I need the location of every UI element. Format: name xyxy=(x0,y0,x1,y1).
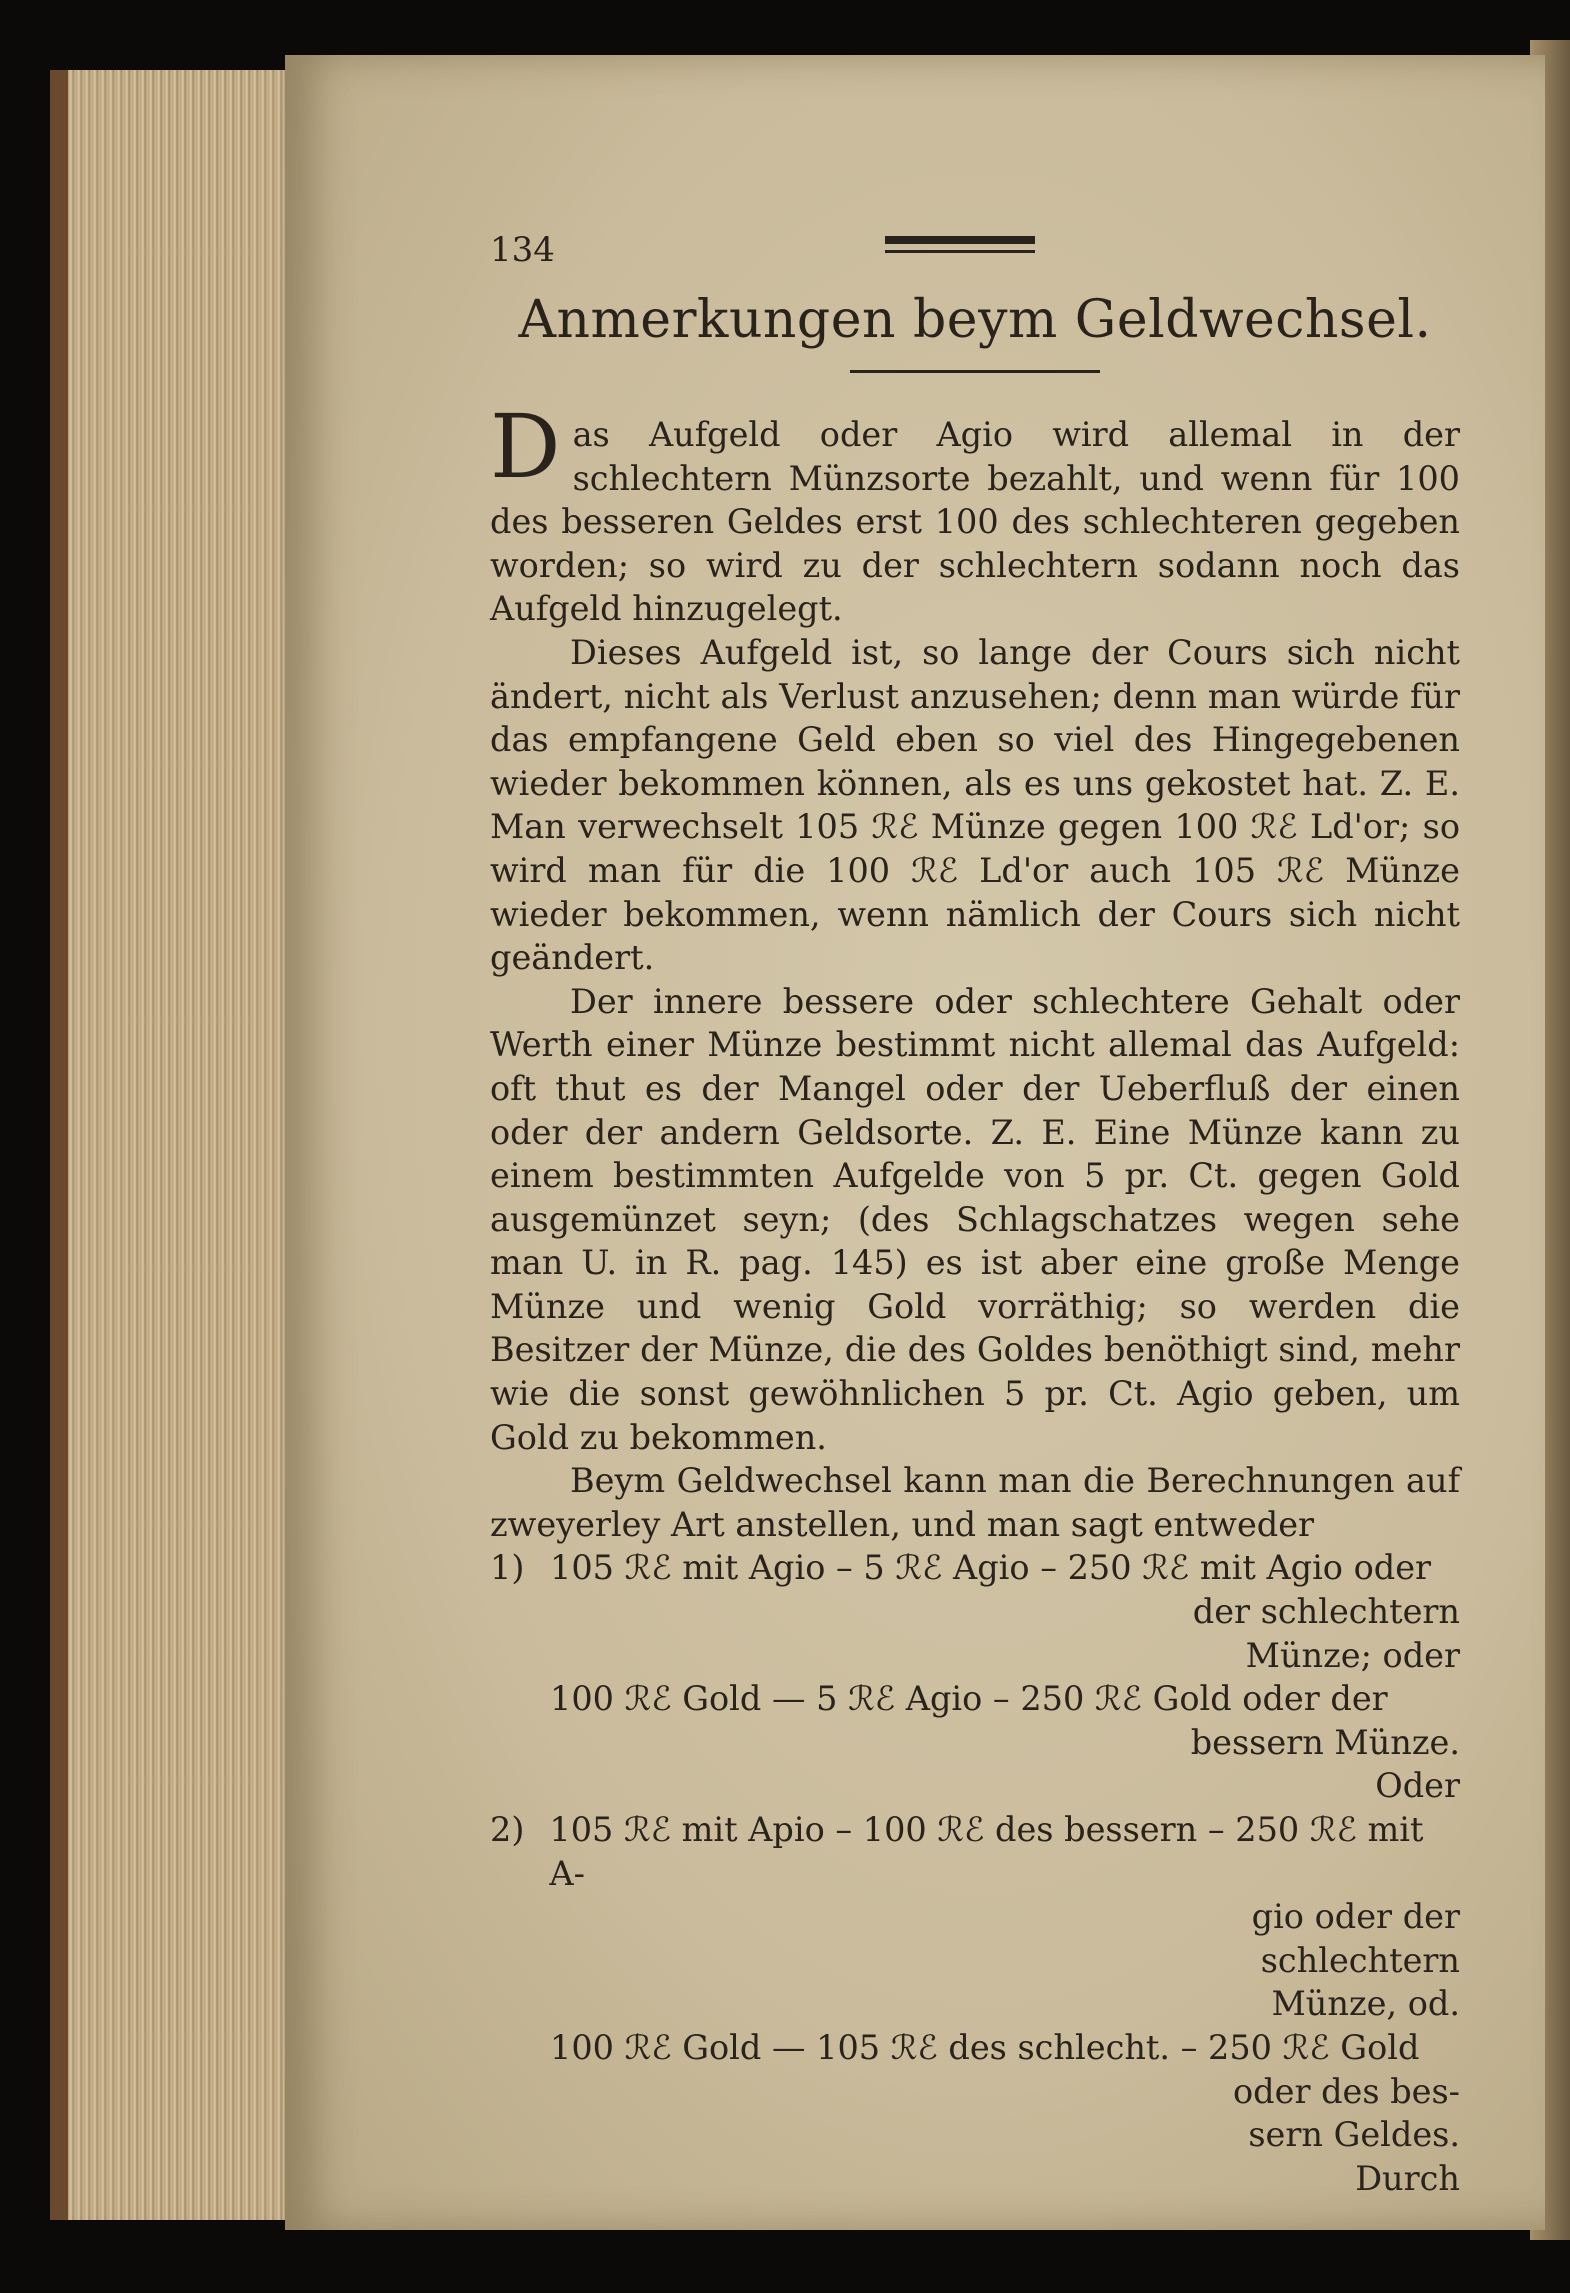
equation-number: 1) xyxy=(490,1548,525,1588)
page-header xyxy=(490,230,1460,280)
equation-2 xyxy=(490,1677,1460,1808)
equation-cont: oder des bes- xyxy=(1233,2071,1460,2111)
equation-line: 100 ℛℰ Gold — 5 ℛℰ Agio – 250 ℛℰ Gold oder der xyxy=(550,1679,1388,1719)
equation-number xyxy=(490,1677,550,1721)
equation-number xyxy=(490,2026,550,2070)
title-rule xyxy=(850,370,1100,373)
catchword: Durch xyxy=(1355,2158,1460,2198)
paragraph-4: Beym Geldwechsel kann man die Berechnungen auf zweyerley Art anstellen, und man sagt entweder xyxy=(490,1461,1460,1544)
paragraph-2: Dieses Aufgeld ist, so lange der Cours sich nicht ändert, nicht als Verlust anzusehen; denn man würde für das empfangene Geld eben so viel des Hingegebenen wieder bekommen können, als es uns gekostet hat. Z. E. Man verwechselt 105 ℛℰ Münze gegen 100 ℛℰ Ld'or; so wird man für die 100 ℛℰ Ld'or auch 105 ℛℰ Münze wieder bekommen, wenn nämlich der Cours sich nicht geändert. xyxy=(490,632,1460,978)
page-content xyxy=(490,230,1460,2198)
page-number: 134 xyxy=(490,230,555,270)
body-text xyxy=(490,395,1460,1546)
equation-line: 105 ℛℰ mit Apio – 100 ℛℰ des bessern – 250 ℛℰ mit A- xyxy=(549,1810,1424,1893)
equation-cont: Münze, od. xyxy=(1271,1984,1460,2024)
equation-cont: der schlechtern xyxy=(1192,1592,1460,1632)
equation-cont: Münze; oder xyxy=(1245,1635,1460,1675)
equation-line: 105 ℛℰ mit Agio – 5 ℛℰ Agio – 250 ℛℰ mit Agio oder xyxy=(550,1548,1432,1588)
drop-cap: D xyxy=(490,395,561,498)
equation-cont: gio oder der xyxy=(1251,1897,1460,1937)
equation-1 xyxy=(490,1546,1460,1677)
equation-4 xyxy=(490,2026,1460,2157)
equation-cont: Oder xyxy=(1375,1766,1460,1806)
equation-line: 100 ℛℰ Gold — 105 ℛℰ des schlecht. – 250 ℛℰ Gold xyxy=(550,2027,1420,2067)
equations xyxy=(490,1546,1460,2156)
equation-cont: schlechtern xyxy=(1260,1940,1460,1980)
equation-cont: sern Geldes. xyxy=(1248,2115,1460,2155)
equation-number: 2) xyxy=(490,1810,525,1849)
header-ornament xyxy=(885,236,1035,244)
paragraph-3: Der innere bessere oder schlechtere Gehalt oder Werth einer Münze bestimmt nicht allemal das Aufgeld: oft thut es der Mangel oder der Ueberfluß der einen oder der andern Geldsorte. Z. E. Eine Münze kann zu einem bestimmten Aufgelde von 5 pr. Ct. gegen Gold ausgemünzet seyn; (des Schlagschatzes wegen sehe man U. in R. pag. 145) es ist aber eine große Menge Münze und wenig Gold vorräthig; so werden die Besitzer der Münze, die des Goldes benöthigt sind, mehr wie die sonst gewöhnlichen 5 pr. Ct. Agio geben, um Gold zu bekommen. xyxy=(490,981,1460,1457)
book-page-edges xyxy=(50,70,290,2220)
paragraph-1: Das Aufgeld oder Agio wird allemal in der schlechtern Münzsorte bezahlt, und wenn für 100 des besseren Geldes erst 100 des schlechteren gegeben worden; so wird zu der schlechtern sodann noch das Aufgeld hinzugelegt. xyxy=(490,395,1460,629)
equation-cont: bessern Münze. xyxy=(1190,1722,1460,1762)
page-title: Anmerkungen beym Geldwechsel. xyxy=(518,290,1432,350)
equation-3 xyxy=(490,1808,1460,2026)
